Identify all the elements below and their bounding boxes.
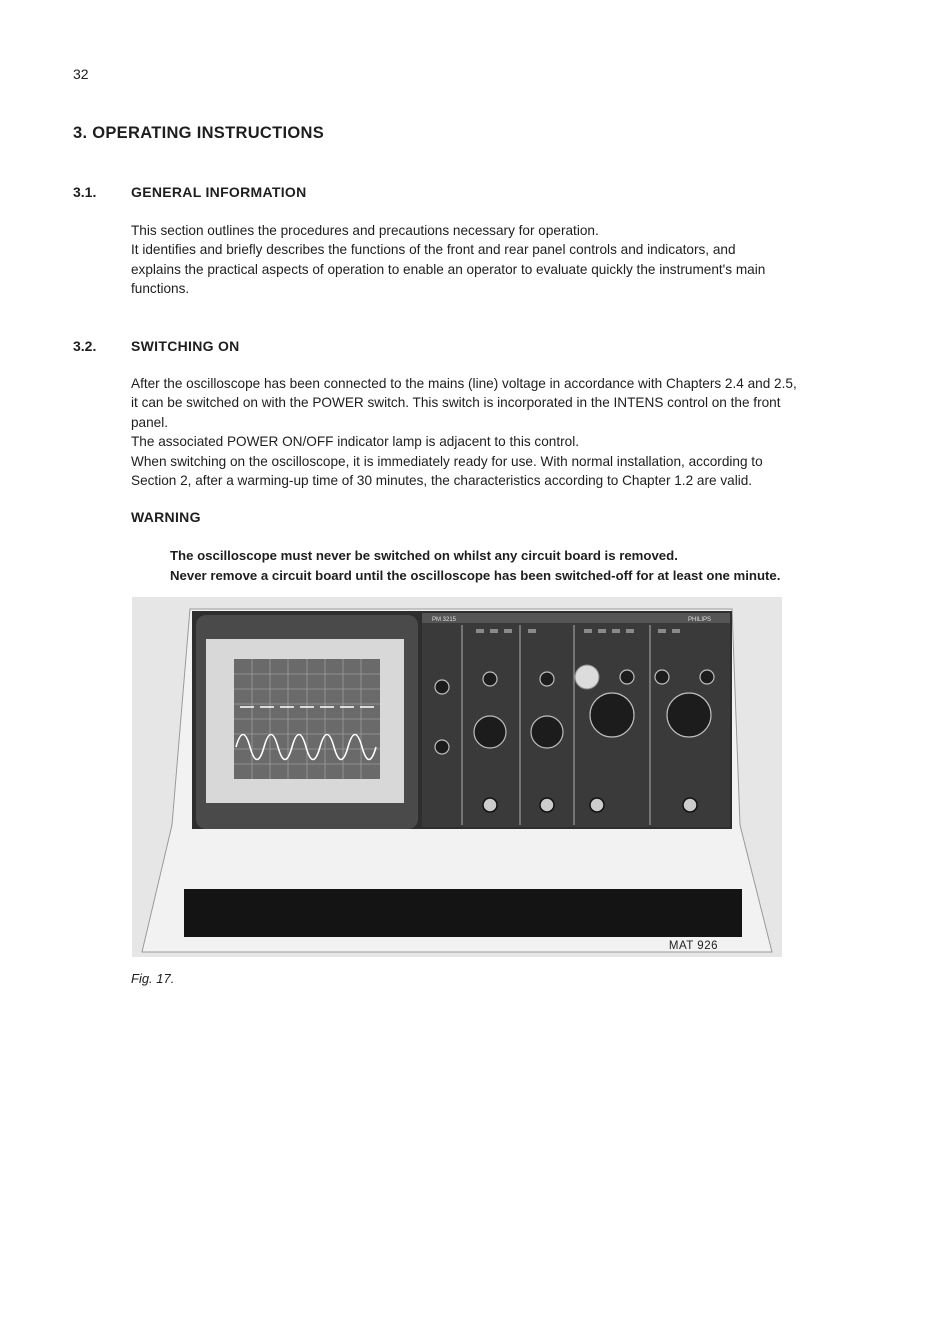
section-number-3-1: 3.1. — [73, 184, 97, 200]
text-line: This section outlines the procedures and precautions necessary for operation. — [131, 223, 599, 238]
oscilloscope-photo — [132, 597, 782, 957]
warning-title: WARNING — [131, 509, 201, 525]
general-information-paragraph — [131, 221, 851, 299]
text-line: Section 2, after a warming-up time of 30 minutes, the characteristics according to Chapter 1.2 are valid. — [131, 473, 753, 489]
text-line: explains the practical aspects of operation to enable an operator to evaluate quickly the instrument's main — [131, 261, 766, 277]
text-line: functions. — [131, 281, 190, 297]
oscilloscope-illustration — [132, 597, 782, 957]
section-title-switching-on: SWITCHING ON — [131, 338, 240, 354]
switching-on-paragraph — [131, 374, 851, 490]
figure-caption: Fig. 17. — [131, 971, 175, 986]
text-line: It identifies and briefly describes the functions of the front and rear panel controls and indicators, and — [131, 242, 736, 258]
text-line: panel. — [131, 414, 169, 430]
panel-brand-label: PHILIPS — [688, 617, 712, 623]
chapter-title: 3. OPERATING INSTRUCTIONS — [73, 124, 325, 142]
figure-label: MAT 926 — [668, 940, 718, 952]
text-line: it can be switched on with the POWER switch. This switch is incorporated in the INTENS control on the front — [131, 395, 781, 411]
section-number-3-2: 3.2. — [73, 338, 97, 354]
text-line: When switching on the oscilloscope, it is immediately ready for use. With normal installation, according to — [131, 453, 763, 469]
warning-line: Never remove a circuit board until the oscilloscope has been switched-off for at least one minute. — [170, 567, 781, 583]
text-line: The associated POWER ON/OFF indicator lamp is adjacent to this control. — [131, 434, 580, 450]
section-title-general-information: GENERAL INFORMATION — [131, 184, 307, 200]
warning-text — [170, 546, 780, 585]
text-line: After the oscilloscope has been connected to the mains (line) voltage in accordance with Chapters 2.4 and 2.5, — [131, 376, 797, 391]
page-number: 32 — [73, 66, 89, 82]
warning-line: The oscilloscope must never be switched on whilst any circuit board is removed. — [170, 548, 678, 563]
panel-model-label: PM 3215 — [432, 617, 457, 623]
